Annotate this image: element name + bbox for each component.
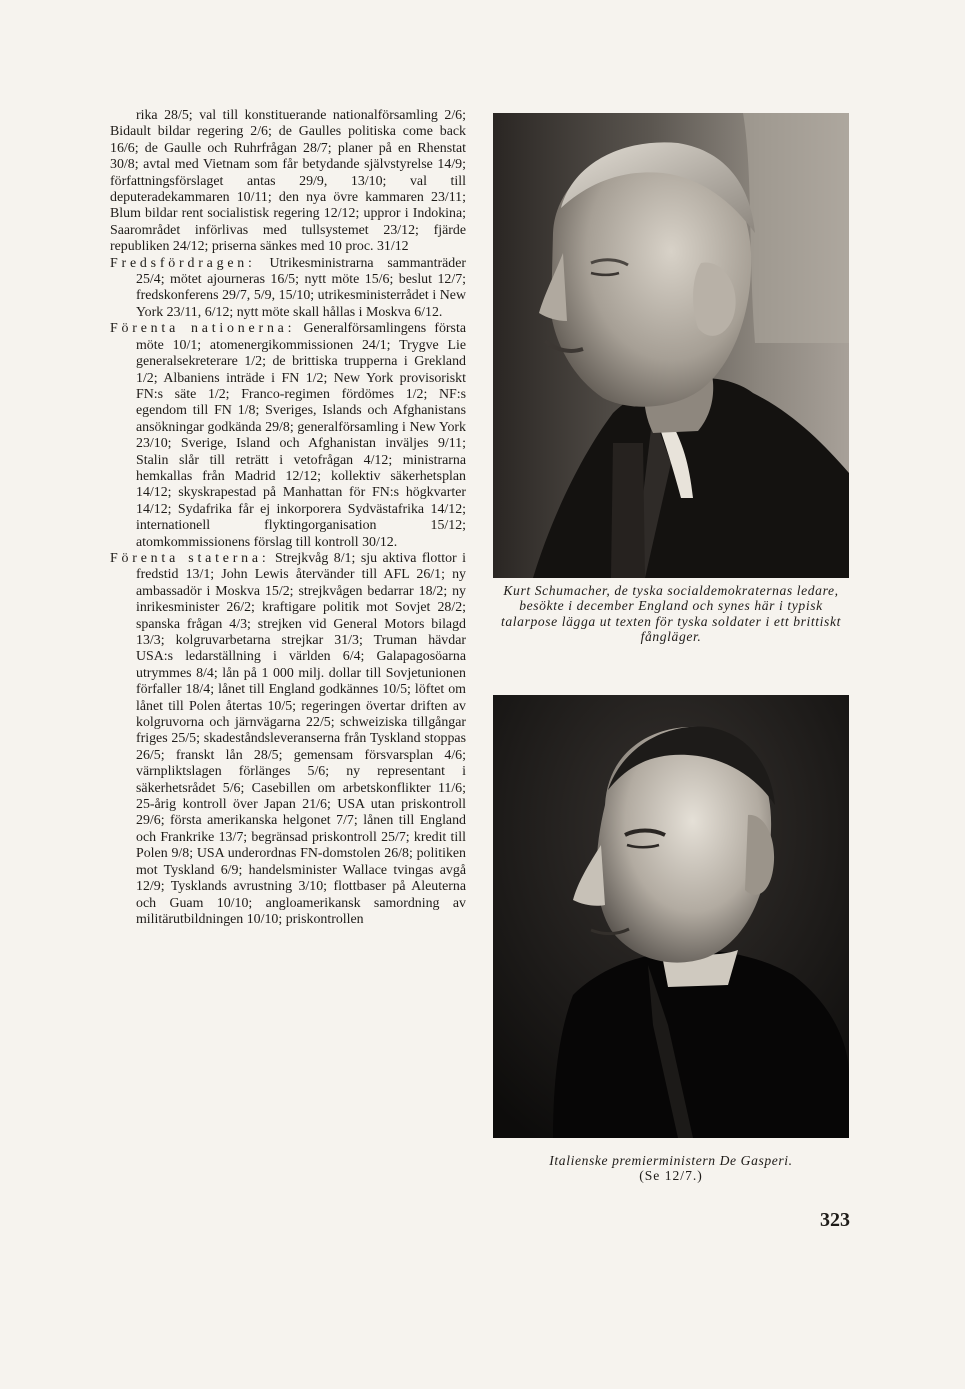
- de-gasperi-photo-image: [493, 695, 849, 1138]
- entry-text: Utrikesministrarna sammanträder 25/4; mötet ajourneras 16/5; nytt möte 15/6; beslut 12/7; fredskonferens 29/7, 5/9, 15/10; utrikesministerrådet i New York 23/11, 6/12; nytt möte skall hållas i Moskva 6/12.: [136, 255, 466, 320]
- entry-heading: Fredsfördragen:: [110, 255, 256, 271]
- entry-forenta-staterna: [110, 551, 466, 928]
- caption-de-gasperi: [490, 1153, 852, 1184]
- page-number: 323: [820, 1209, 850, 1231]
- photo-de-gasperi: [493, 695, 849, 1138]
- caption-text: Italienske premierministern De Gasperi.: [549, 1153, 793, 1168]
- schumacher-photo-image: [493, 113, 849, 578]
- entry-forenta-nationerna: [110, 321, 466, 551]
- entry-fredsfordragen: [110, 256, 466, 322]
- left-text-column: [110, 108, 466, 928]
- entry-text: Strejkvåg 8/1; sju aktiva flottor i fredstid 13/1; John Lewis återvänder till AFL 26/1; ny ambassadör i Moskva 15/2; strejkvågen bedarrar 18/2; ny inrikesminister 26/2; kraftigare politik mot Sovjet 28/2; spanska frågan 4/3; strejken vid General Motors bilagd 13/3; kolgruvarbetarna strejkar 31/3; Truman hävdar USA:s ledarställning i världen 6/4; Galapagosöarna utrymmes 8/4; lån på 1 000 milj. dollar till Sovjetunionen förfaller 18/4; lånet till England godkännes 10/5; löftet om lånet till Polen återtas 10/5; regeringen övertar driften av kolgruvorna och järnvägarna 22/5; schweiziska tillgångar friges 25/5; skadeståndsleveranserna från Tyskland stoppas 26/5; franskt lån 28/5; gemensam försvarsplan 4/6; värnpliktslagen förlänges 5/6; ny representant i säkerhetsrådet 5/6; Casebillen om arbetskonflikter 11/6; 25-årig kontroll över Japan 21/6; USA utan priskontroll 29/6; första amerikanska helgonet 7/7; lånen till England och Frankrike 13/7; begränsad priskontroll 25/7; kredit till Polen 9/8; USA underordnas FN-domstolen 26/8; politiken mot Tyskland 6/9; handelsminister Wallace tvingas avgå 12/9; Tysklands avrustning 3/10; flottbaser på Aleuterna och Guam 10/10; angloamerikansk samordning av militärutbildningen 10/10; priskontrollen: [136, 550, 466, 927]
- entry-heading: Förenta staterna:: [110, 550, 270, 566]
- entry-text: Generalförsamlingens första möte 10/1; atomenergikommissionen 24/1; Trygve Lie generalsekreterare 1/2; de brittiska trupperna i Grekland 1/2; Albaniens inträde i FN 1/2; New York provisoriskt FN:s säte 1/2; Franco-regimen fördömes 1/2; NF:s egendom till FN 1/8; Sveriges, Islands och Afghanistans ansökningar godkända 29/8; generalförsamling i New York 23/10; Sverige, Island och Afghanistan inväljes 9/11; Stalin slår till reträtt i vetofrågan 4/12; ministrarna hemkallas från Madrid 12/12; kollektiv säkerhetsplan 14/12; skyskrapestad på Manhattan för FN:s högkvarter 14/12; Sydafrika får ej inkorporera Sydvästafrika 14/12; internationell flyktingorganisation 15/12; atomkommissionens förslag till kontroll 30/12.: [136, 321, 466, 550]
- caption-schumacher: Kurt Schumacher, de tyska socialdemokraternas ledare, besökte i december England och synes här i typisk talarpose lägga ut texten för tyska soldater i ett brittiskt fångläger.: [501, 583, 841, 645]
- photo-schumacher: [493, 113, 849, 578]
- intro-paragraph: rika 28/5; val till konstituerande nationalförsamling 2/6; Bidault bildar regering 2/6; de Gaulles politiska come back 16/6; de Gaulle och Ruhrfrågan 28/7; planer på en Rhenstat 30/8; avtal med Vietnam som får betydande självstyrelse 14/9; författningsförslaget antas 29/9, 13/10; val till deputeradekammaren 10/11; den nya övre kammaren 23/11; Blum bildar rent socialistisk regering 12/12; uppror i Indokina; Saarområdet införlivas med tullsystemet 23/12; fjärde republiken 24/12; priserna sänkes med 10 proc. 31/12: [110, 108, 466, 255]
- entry-heading: Förenta nationerna:: [110, 321, 296, 337]
- caption-reference: (Se 12/7.): [639, 1168, 703, 1184]
